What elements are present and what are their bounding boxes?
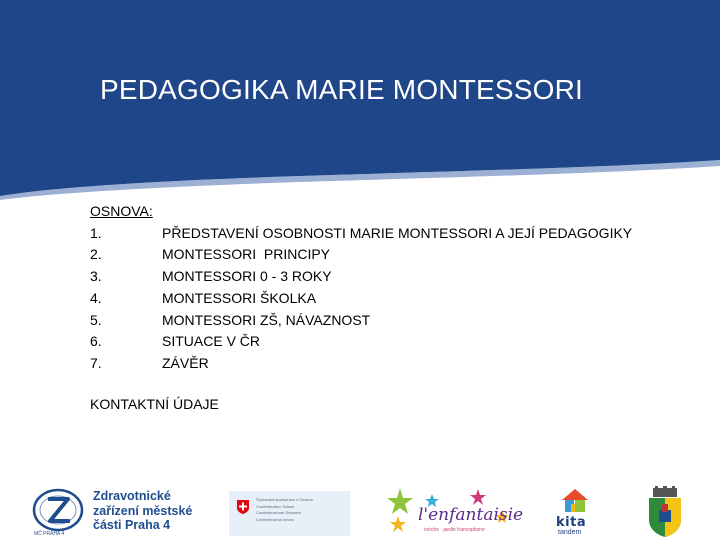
zz-logo-text <box>93 489 192 533</box>
outline-item <box>90 331 632 353</box>
outline-heading: OSNOVA: <box>90 203 153 219</box>
outline-item-number: 5. <box>90 311 102 328</box>
kita-house-icon <box>560 488 590 514</box>
outline-item <box>90 223 632 245</box>
outline-item <box>90 310 632 332</box>
enfantaisie-tagline: crèche · jardin francophone <box>424 527 485 533</box>
contact-label: KONTAKTNÍ ÚDAJE <box>90 396 219 412</box>
outline-item-number: 6. <box>90 333 102 350</box>
outline-item-text: MONTESSORI ZŠ, NÁVAZNOST <box>162 311 371 328</box>
outline-item <box>90 353 632 375</box>
swiss-line: Confederaziun svizra <box>256 516 294 522</box>
outline-item-number: 3. <box>90 268 102 285</box>
swiss-contribution-logo <box>229 491 350 536</box>
kita-logo-subtext: tandem <box>558 529 582 536</box>
outline-item-text: MONTESSORI 0 - 3 ROKY <box>162 268 332 285</box>
outline-item <box>90 244 632 266</box>
swiss-logo-text <box>256 497 313 523</box>
outline-item-number: 1. <box>90 224 102 241</box>
kita-logo-text: kita <box>556 515 587 530</box>
outline-item-number: 7. <box>90 354 102 371</box>
outline-item-number: 2. <box>90 246 102 263</box>
outline-item-text: MONTESSORI ŠKOLKA <box>162 289 317 306</box>
swiss-line: Confederazione Svizzera <box>256 510 301 515</box>
zz-badge: MČ PRAHA 4 <box>34 531 65 537</box>
enfantaisie-logo-text: l'enfantaisie <box>418 505 524 525</box>
coat-of-arms-icon <box>646 486 684 538</box>
zz-line: Zdravotnické <box>93 489 171 503</box>
outline-item-text: MONTESSORI PRINCIPY <box>162 246 331 263</box>
outline-item <box>90 288 632 310</box>
outline-item <box>90 266 632 288</box>
outline <box>90 201 632 375</box>
outline-item-text: PŘEDSTAVENÍ OSOBNOSTI MARIE MONTESSORI A JEJÍ PEDAGOGIKY <box>162 224 633 241</box>
zz-line: zařízení městské <box>93 503 193 518</box>
outline-item-text: SITUACE V ČR <box>162 333 261 350</box>
swiss-cross-icon <box>235 499 251 515</box>
slide-title: PEDAGOGIKA MARIE MONTESSORI <box>100 74 584 105</box>
swiss-line: Confederation Suisse <box>256 503 295 509</box>
swiss-line: Švýcarská spolupráce s Českou <box>256 497 313 502</box>
outline-item-text: ZÁVĚR <box>162 354 209 371</box>
outline-item-number: 4. <box>90 289 102 306</box>
zz-line: části Praha 4 <box>93 518 171 532</box>
title-banner <box>0 0 720 200</box>
